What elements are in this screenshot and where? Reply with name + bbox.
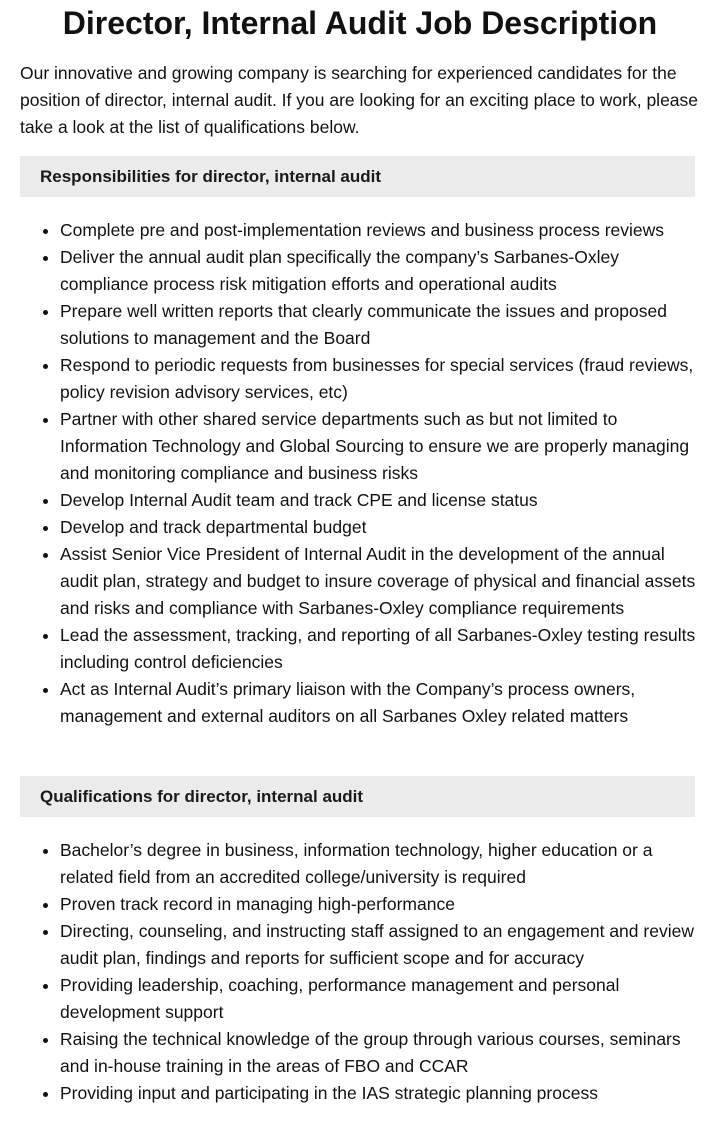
list-item: • Partner with other shared service departments such as but not limited to Information Technology and Global Sourcing to ensure we are properly managing and monitoring compliance and business risks: [60, 406, 702, 487]
list-item: • Lead the assessment, tracking, and reporting of all Sarbanes-Oxley testing results including control deficiencies: [60, 622, 702, 676]
list-item: • Providing leadership, coaching, performance management and personal development support: [60, 972, 702, 1026]
list-item: • Complete pre and post-implementation reviews and business process reviews: [60, 217, 702, 244]
list-item: • Raising the technical knowledge of the group through various courses, seminars and in-house training in the areas of FBO and CCAR: [60, 1026, 702, 1080]
list-item: • Respond to periodic requests from businesses for special services (fraud reviews, policy revision advisory services, etc): [60, 352, 702, 406]
qualifications-heading: Qualifications for director, internal audit: [20, 776, 695, 817]
list-item: • Deliver the annual audit plan specifically the company’s Sarbanes-Oxley compliance process risk mitigation efforts and operational audits: [60, 244, 702, 298]
responsibilities-list: [20, 217, 702, 730]
list-item: • Bachelor’s degree in business, information technology, higher education or a related field from an accredited college/university is required: [60, 837, 702, 891]
intro-paragraph: Our innovative and growing company is searching for experienced candidates for the position of director, internal audit. If you are looking for an exciting place to work, please take a look at the list of qualifications below.: [20, 63, 699, 137]
responsibilities-heading: Responsibilities for director, internal audit: [20, 156, 695, 197]
list-item: • Assist Senior Vice President of Internal Audit in the development of the annual audit plan, strategy and budget to insure coverage of physical and financial assets and risks and compliance with Sarbanes-Oxley compliance requirements: [60, 541, 702, 622]
list-item: • Develop Internal Audit team and track CPE and license status: [60, 487, 702, 514]
list-item: • Directing, counseling, and instructing staff assigned to an engagement and review audit plan, findings and reports for sufficient scope and for accuracy: [60, 918, 702, 972]
list-item: • Develop and track departmental budget: [60, 514, 702, 541]
list-item: • Providing input and participating in the IAS strategic planning process: [60, 1080, 702, 1107]
list-item: • Prepare well written reports that clearly communicate the issues and proposed solutions to management and the Board: [60, 298, 702, 352]
list-item: • Act as Internal Audit’s primary liaison with the Company’s process owners, management and external auditors on all Sarbanes Oxley related matters: [60, 676, 702, 730]
qualifications-list: [20, 837, 702, 1107]
page-title: Director, Internal Audit Job Description: [62, 5, 658, 41]
list-item: • Proven track record in managing high-performance: [60, 891, 702, 918]
